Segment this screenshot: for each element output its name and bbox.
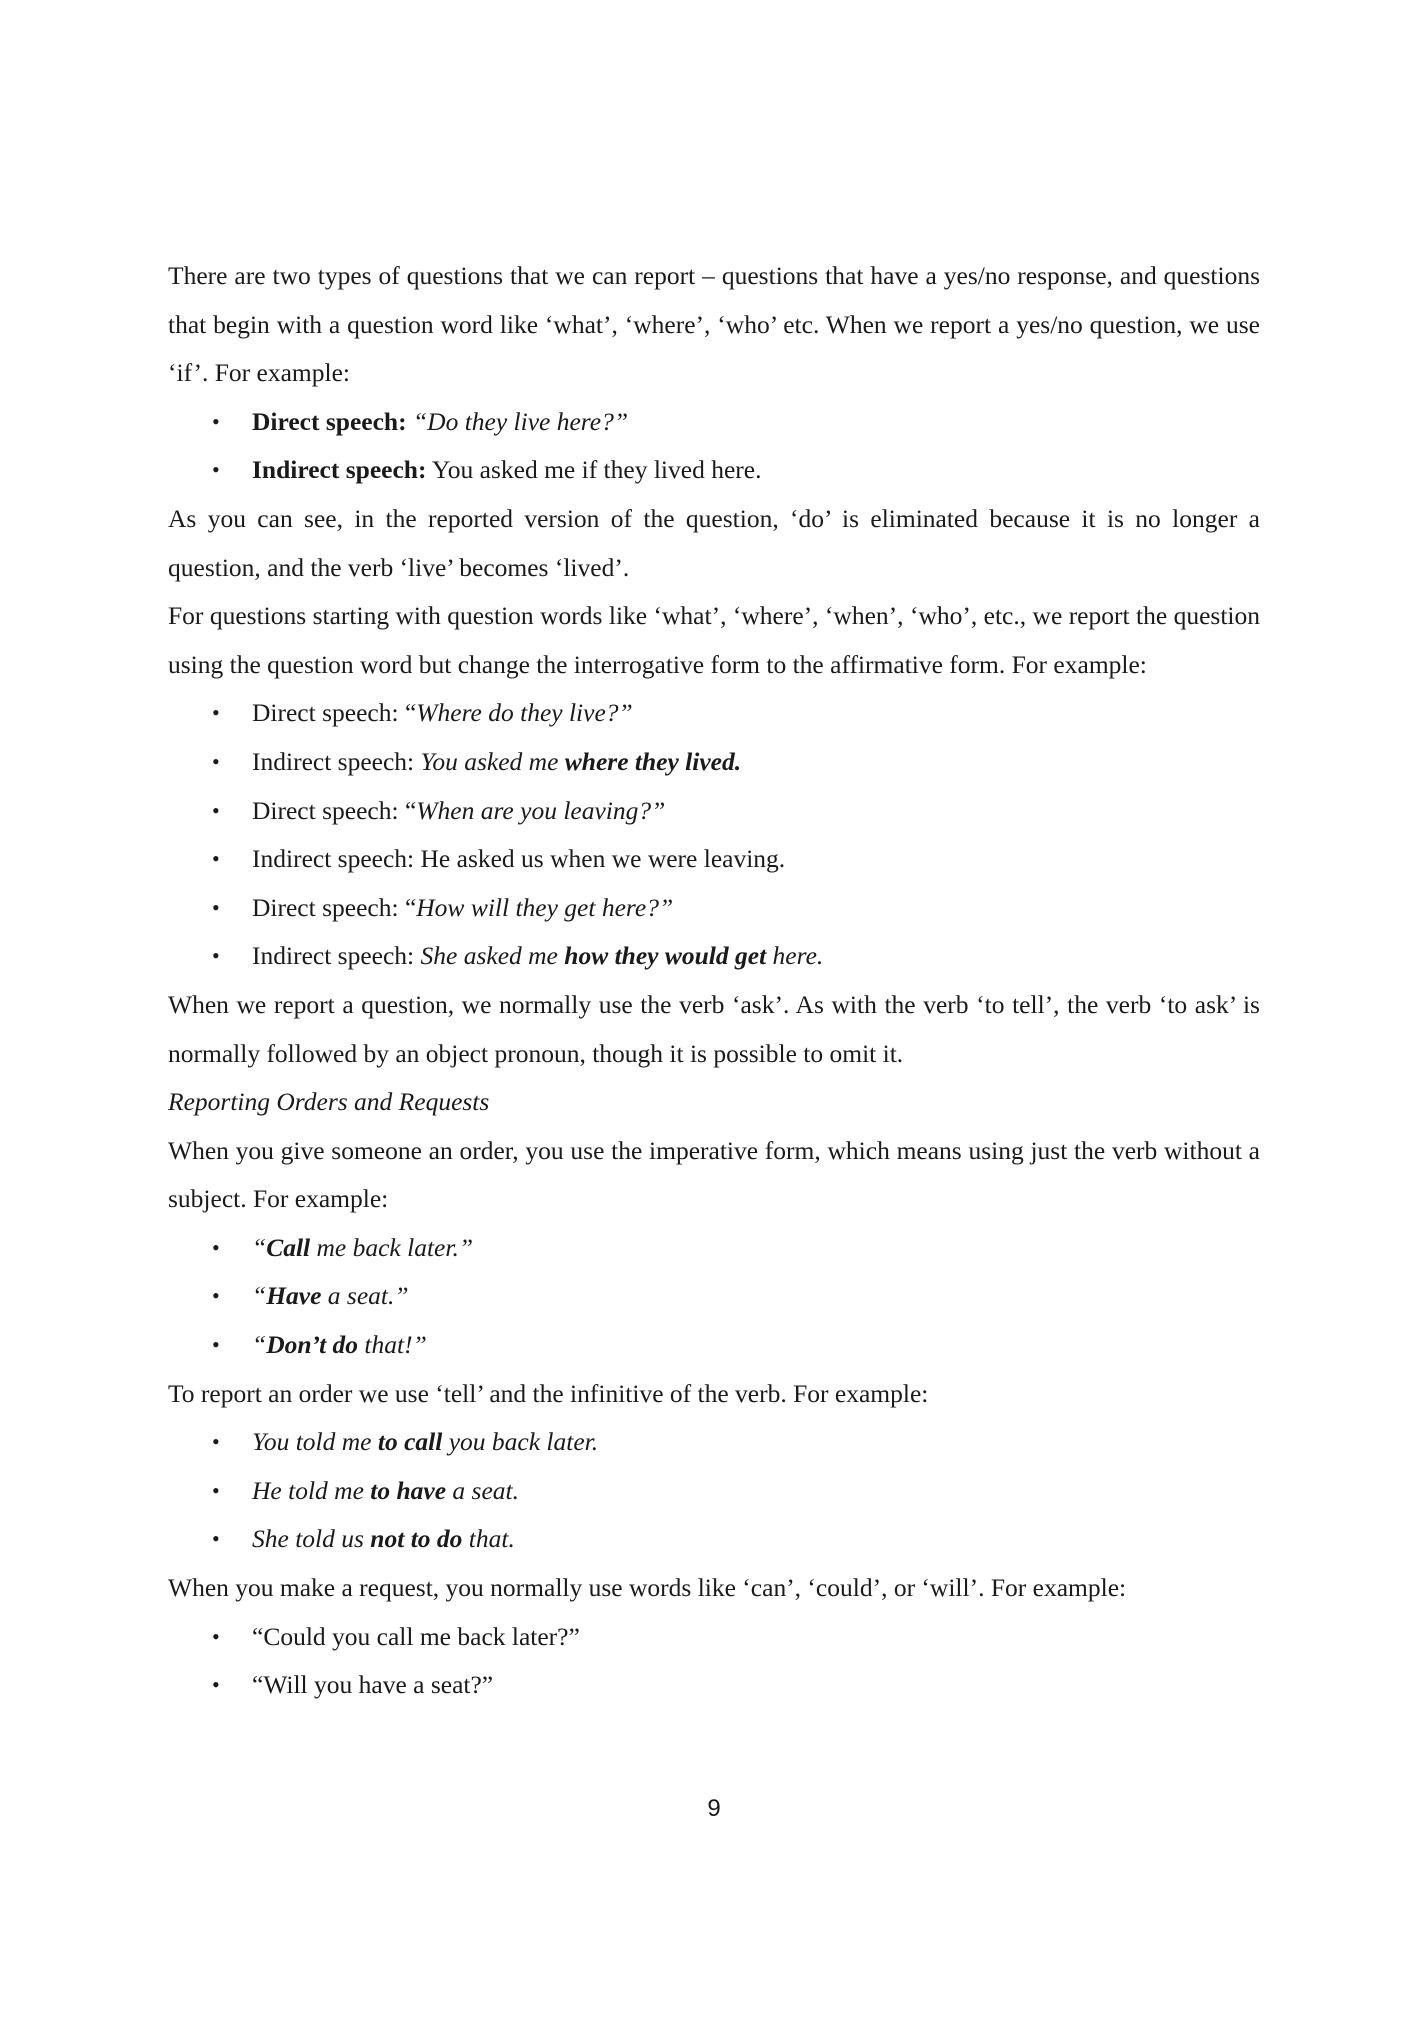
example-text-bold: how they would get [564,941,767,971]
quote-open: “ [404,795,417,825]
list-item [168,1613,1260,1662]
quote-open: “ [252,1232,267,1262]
request-example-list [168,1613,1260,1710]
example-text: “Could you call me back later?” [252,1621,580,1651]
example-text: Where do they live?” [416,698,633,728]
paragraph-request: When you make a request, you normally use words like ‘can’, ‘could’, or ‘will’. For example: [168,1573,1127,1603]
example-label: Direct speech: [252,698,399,728]
list-item [168,398,1260,447]
example-text: How will they get here?” [416,892,674,922]
list-item [168,446,1260,495]
example-text-bold: Don’t do [266,1330,359,1360]
bullet-icon: • [212,797,220,823]
example-text-italic: You asked me [420,746,559,776]
example-text-bold: Have [266,1281,322,1311]
example-text-pre: You told me [252,1427,378,1457]
example-label: Indirect speech: [252,455,427,485]
list-item [168,1224,1260,1273]
example-label: Indirect speech: [252,746,415,776]
example-text-bold: where they lived. [564,746,742,776]
example-text: “Will you have a seat?” [252,1670,494,1700]
bullet-icon: • [212,700,220,726]
paragraph-question-words: For questions starting with question words like ‘what’, ‘where’, ‘when’, ‘who’, etc., we report the question using the question word but change the interrogative form to the affirmative form. For example: [168,601,1260,679]
example-text: “Do they live here?” [412,406,629,436]
bullet-icon: • [212,1283,220,1309]
example-text-end: here. [772,941,824,971]
list-item [168,1272,1260,1321]
example-text-bold: not to do [370,1524,463,1554]
bullet-icon: • [212,846,220,872]
list-item [168,835,1260,884]
document-page [168,252,1260,1710]
example-text-pre: He told me [252,1475,371,1505]
list-item [168,1418,1260,1467]
bullet-icon: • [212,1429,220,1455]
example-text-italic: She asked me [420,941,558,971]
list-item [168,884,1260,933]
bullet-icon: • [212,943,220,969]
bullet-icon: • [212,408,220,434]
example-text-bold: to call [377,1427,443,1457]
bullet-icon: • [212,748,220,774]
bullet-icon: • [212,894,220,920]
list-item [168,1515,1260,1564]
list-item [168,932,1260,981]
example-text: When are you leaving?” [416,795,666,825]
quote-open: “ [252,1330,267,1360]
quote-open: “ [404,892,417,922]
section-heading: Reporting Orders and Requests [168,1087,490,1117]
list-item [168,689,1260,738]
example-label: Direct speech: [252,406,407,436]
list-item [168,738,1260,787]
bullet-icon: • [212,1526,220,1552]
quote-open: “ [404,698,417,728]
example-text-bold: to have [370,1475,447,1505]
bullet-icon: • [212,1477,220,1503]
list-item [168,1321,1260,1370]
example-text: He asked us when we were leaving. [420,844,786,874]
example-label: Indirect speech: [252,844,415,874]
list-item [168,1661,1260,1710]
list-item [168,787,1260,836]
example-label: Indirect speech: [252,941,415,971]
paragraph-question-types: There are two types of questions that we can report – questions that have a yes/no response, and questions that begin with a question word like ‘what’, ‘where’, ‘who’ etc. When we report a yes/no question, we use ‘if’. For example: [168,261,1260,388]
order-example-list [168,1224,1260,1370]
bullet-icon: • [212,1332,220,1358]
example-text-rest: me back later.” [310,1232,474,1262]
example-text: You asked me if they lived here. [431,455,762,485]
bullet-icon: • [212,1672,220,1698]
example-text-post: you back later. [442,1427,599,1457]
paragraph-verb-ask: When we report a question, we normally use the verb ‘ask’. As with the verb ‘to tell’, the verb ‘to ask’ is normally followed by an object pronoun, though it is possible to omit it. [168,989,1260,1068]
paragraph-report-order: To report an order we use ‘tell’ and the infinitive of the verb. For example: [168,1378,929,1408]
paragraph-imperative: When you give someone an order, you use the imperative form, which means using just the verb without a subject. For example: [168,1135,1260,1214]
paragraph-do-eliminated: As you can see, in the reported version of the question, ‘do’ is eliminated because it is no longer a question, and the verb ‘live’ becomes ‘lived’. [168,503,1260,582]
example-text-post: a seat. [446,1475,519,1505]
bullet-icon: • [212,1234,220,1260]
bullet-icon: • [212,457,220,483]
quote-open: “ [252,1281,267,1311]
question-word-example-list [168,689,1260,981]
example-label: Direct speech: [252,795,399,825]
page-number: 9 [707,1795,721,1822]
reported-order-list [168,1418,1260,1564]
example-text-rest: that!” [358,1330,427,1360]
example-text-post: that. [462,1524,515,1554]
example-label: Direct speech: [252,892,399,922]
list-item [168,1467,1260,1516]
example-text-pre: She told us [252,1524,371,1554]
example-text-rest: a seat.” [321,1281,409,1311]
bullet-icon: • [212,1623,220,1649]
example-text-bold: Call [266,1232,311,1262]
yes-no-example-list [168,398,1260,495]
